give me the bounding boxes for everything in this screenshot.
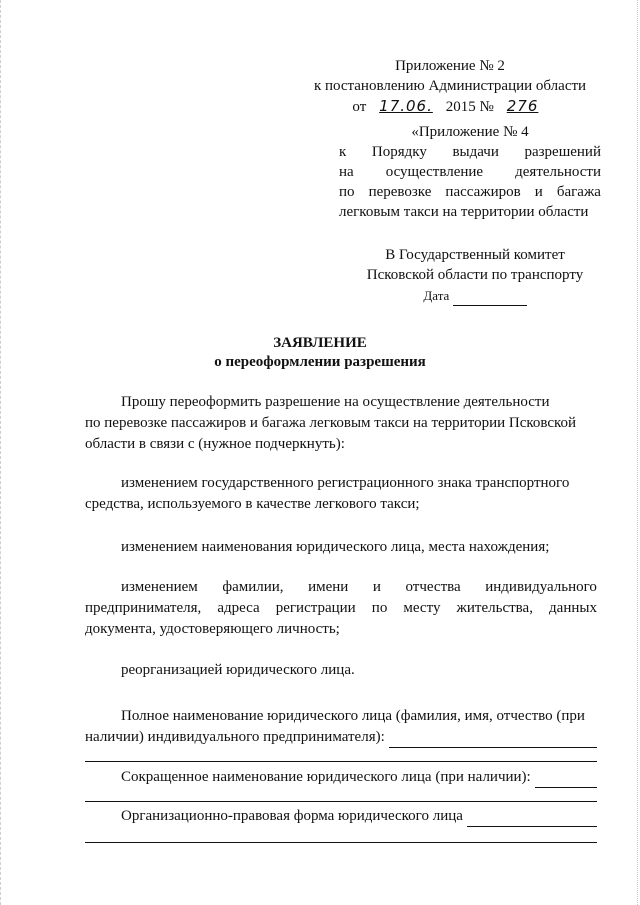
annex4-word: к [339,144,347,160]
short-name-field [85,767,597,788]
option3-line1 [85,577,597,598]
intro-paragraph [85,392,597,455]
option3-word: фамилии, [222,579,284,595]
document-subtitle: о переоформлении разрешения [214,354,426,370]
option-legal-entity-name [85,537,597,558]
annex2-title: Приложение № 2 [395,58,505,74]
annex4-word: перевозке [368,184,432,200]
annex4-word: выдачи [452,144,499,160]
addressee-block [340,245,610,306]
full-name-label-line2 [85,727,597,748]
annex4-line5: легковым такси на территории области [339,204,589,220]
option3-word: предпринимателя, [85,600,202,616]
short-name-extra-line[interactable] [85,801,597,802]
intro-text: Прошу переоформить разрешение на осуществление деятельности [121,394,550,410]
short-name-input-line[interactable] [535,773,597,788]
annex4-word: багажа [556,184,601,200]
annex4-line4 [339,182,601,202]
option3-word: месту [403,600,441,616]
option3-word: и [372,579,381,595]
option3-word: адреса [217,600,260,616]
annex4-word: деятельности [515,164,601,180]
legal-form-row [85,806,597,827]
annex4-word: по [339,184,355,200]
intro-line1 [85,392,597,413]
scan-edge-right [635,0,638,905]
option4-line: реорганизацией юридического лица. [121,662,355,678]
annex2-handwritten-date: 17.06. [379,97,433,115]
option1-line1: изменением государственного регистрационного знака транспортного [121,475,570,491]
option-entrepreneur-data [85,577,597,640]
annex4-block [339,122,601,222]
full-name-label-line1: Полное наименование юридического лица (фамилия, имя, отчество (при [121,708,585,724]
option2-line: изменением наименования юридического лица, места нахождения; [121,539,550,555]
addressee-line1: В Государственный комитет [385,247,565,263]
option3-word: данных [549,600,597,616]
intro-line2: по перевозке пассажиров и багажа легковым такси на территории Псковской [85,415,577,431]
intro-line3: области в связи с (нужное подчеркнуть): [85,436,345,452]
date-field [340,286,610,306]
full-name-extra-line[interactable] [85,761,597,762]
option3-word: по [371,600,388,616]
annex4-line2 [339,142,601,162]
annex2-reference: к постановлению Администрации области [313,78,587,94]
legal-form-label: Организационно-правовая форма юридического лица [121,808,463,824]
legal-form-extra-line[interactable] [85,842,597,843]
annex2-year-label: 2015 № [445,99,494,115]
option3-word: регистрации [275,600,356,616]
date-blank-line [453,291,527,306]
legal-form-field [85,806,597,827]
annex4-word: осуществление [385,164,484,180]
annex2-date-line [300,96,600,117]
annex4-word: Порядку [371,144,427,160]
legal-form-input-line[interactable] [467,812,597,827]
annex4-line3 [339,162,601,182]
option3-word: отчества [405,579,461,595]
annex2-from-label: от [352,99,367,115]
option-registration-sign [85,473,597,515]
option1-line2: средства, используемого в качестве легкового такси; [85,496,420,512]
annex4-word: и [534,184,543,200]
date-label: Дата [423,288,450,303]
full-name-field [85,706,597,748]
scan-edge-left [0,0,4,905]
option3-word: жительства, [456,600,533,616]
short-name-row [85,767,597,788]
option-reorganization [85,660,597,681]
option3-word: индивидуального [485,579,597,595]
annex2-handwritten-number: 276 [506,97,539,115]
option3-line2 [85,598,597,619]
full-name-input-line[interactable] [389,733,597,748]
option3-word: изменением [121,579,198,595]
full-name-label: наличии) индивидуального предпринимателя): [85,729,385,745]
addressee-line2: Псковской области по транспорту [366,267,584,283]
annex4-word: пассажиров [445,184,521,200]
document-title: ЗАЯВЛЕНИЕ [273,335,367,351]
option3-word: имени [308,579,349,595]
annex4-word: разрешений [524,144,601,160]
annex4-word: на [339,164,354,180]
short-name-label: Сокращенное наименование юридического лица (при наличии): [121,769,531,785]
option3-line3: документа, удостоверяющего личность; [85,621,340,637]
annex4-title: «Приложение № 4 [411,124,529,140]
annex2-header [300,56,600,117]
